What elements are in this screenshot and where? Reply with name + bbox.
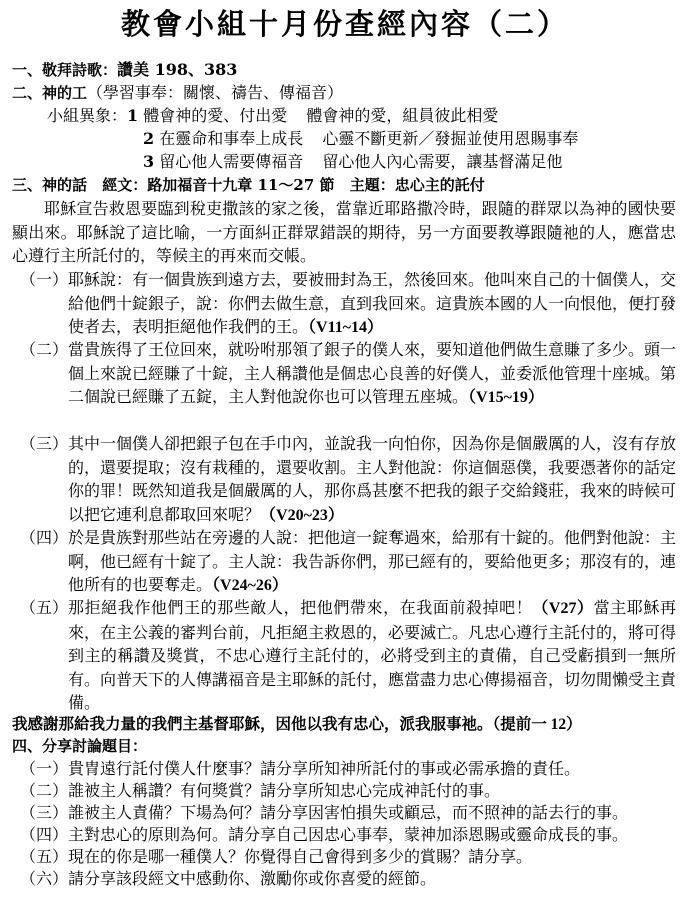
section-heading: 一、敬拜詩歌： bbox=[12, 61, 118, 79]
vision-number: 2 bbox=[143, 129, 155, 148]
question-number: （三） bbox=[20, 803, 69, 822]
question-text: 現在的你是哪一種僕人？你覺得自己會得到多少的賞賜？請分享。 bbox=[68, 847, 533, 866]
vision-right: 體會神的愛，組員彼此相愛 bbox=[306, 106, 499, 125]
verse-ref: （V20~23） bbox=[260, 506, 344, 524]
vision-left: 在靈命和事奉上成長 bbox=[159, 129, 304, 148]
study-theme: 主題：忠心主的託付 bbox=[349, 176, 485, 194]
item-text: 耶穌說：有一個貴族到遠方去，要被冊封為王，然後回來。他叫來自己的十個僕人，交給他們十錠銀子，說：你們去做生意，直到我回來。這貴族本國的人一向恨他，便打發使者去，表明拒絕他作我們的王。 bbox=[68, 270, 677, 336]
verse-ref: （V11~14） bbox=[308, 319, 384, 336]
verse-ref: （V24~26） bbox=[212, 577, 288, 594]
memory-verse-text: 我感謝那給我力量的我們主基督耶穌，因他以我有忠心，派我服事祂。 bbox=[12, 714, 493, 733]
scripture-reference: 經文：路加福音十九章 11～27 節 bbox=[102, 176, 335, 194]
item-text: 於是貴族對那些站在旁邊的人說：把他這一錠奪過來，給那有十錠的。他們對他說：主啊，他已經有十錠了。主人說：我告訴你們，那已經有的，要給他更多；那沒有的，連他所有的也要奪走。 bbox=[68, 528, 677, 594]
section-discussion: 四、分享討論題目： bbox=[12, 737, 148, 755]
item-number: （二） bbox=[20, 340, 69, 359]
question-number: （一） bbox=[20, 759, 69, 778]
vision-number: 1 bbox=[127, 106, 139, 125]
vision-row-3 bbox=[143, 150, 562, 173]
section-heading: 三、神的話 bbox=[12, 176, 88, 194]
memory-verse bbox=[12, 712, 582, 736]
section-gods-work bbox=[12, 81, 343, 105]
question-1 bbox=[20, 758, 580, 780]
passage-item-2 bbox=[20, 338, 676, 410]
question-text: 貴冑遠行託付僕人什麼事？請分享所知神所託付的事或必需承擔的責任。 bbox=[68, 759, 581, 778]
question-number: （二） bbox=[20, 781, 69, 800]
vision-right: 心靈不斷更新／發掘並使用恩賜事奉 bbox=[322, 129, 579, 148]
question-number: （六） bbox=[20, 869, 69, 888]
verse-ref: （V27） bbox=[532, 600, 594, 617]
section-worship-songs bbox=[12, 58, 237, 82]
vision-number: 3 bbox=[143, 152, 155, 171]
vision-right: 留心他人內心需要，讓基督滿足他 bbox=[322, 152, 563, 171]
section-note: （學習事奉：關懷、禱告、傳福音） bbox=[87, 83, 344, 102]
vision-row-1 bbox=[47, 104, 498, 127]
passage-item-4 bbox=[20, 526, 676, 598]
passage-item-5 bbox=[20, 596, 676, 715]
item-text: 那拒絕我作他們王的那些敵人，把他們帶來，在我面前殺掉吧！ bbox=[68, 598, 533, 617]
intro-paragraph: 耶穌宣告救恩要臨到稅吏撒該的家之後，當靠近耶路撒冷時，跟隨的群眾以為神的國快要顯出來。耶穌說了這比喻，一方面糾正群眾錯誤的期待，另一方面要教導跟隨祂的人，應當忠心遵行主所託付的，等候主的再來而交帳。 bbox=[12, 199, 676, 265]
question-6 bbox=[20, 868, 436, 890]
question-5 bbox=[20, 846, 532, 868]
verse-ref: （V15~19） bbox=[468, 389, 544, 406]
question-number: （五） bbox=[20, 847, 69, 866]
question-text: 請分享該段經文中感動你、激勵你或你喜愛的經節。 bbox=[68, 869, 437, 888]
section-gods-word bbox=[12, 174, 485, 197]
vision-label: 小組異象： bbox=[47, 106, 128, 125]
item-text: 其中一個僕人卻把銀子包在手巾內，並說我一向怕你，因為你是個嚴厲的人，沒有存放的，還要提取；沒有栽種的，還要收割。主人對他說：你這個惡僕，我要憑著你的話定你的罪！既然知道我是個嚴厲的人，那你爲甚麼不把我的銀子交給錢莊，我來的時候可以把它連利息都取回來呢？ bbox=[68, 434, 677, 524]
section-heading: 二、神的工 bbox=[12, 84, 88, 102]
page-title: 教會小組十月份查經內容（二） bbox=[120, 7, 569, 41]
vision-row-2 bbox=[143, 127, 578, 150]
song-numbers: 讚美 198、383 bbox=[117, 60, 238, 79]
question-2 bbox=[20, 780, 500, 802]
item-number: （一） bbox=[20, 270, 69, 289]
vision-left: 體會神的愛、付出愛 bbox=[143, 106, 288, 125]
question-3 bbox=[20, 802, 628, 824]
question-4 bbox=[20, 824, 628, 846]
vision-left: 留心他人需要傳福音 bbox=[159, 152, 304, 171]
item-number: （四） bbox=[20, 528, 69, 547]
question-number: （四） bbox=[20, 825, 69, 844]
question-text: 誰被主人責備？下場為何？請分享因害怕損失或顧忌，而不照神的話去行的事。 bbox=[68, 803, 629, 822]
memory-verse-ref: （提前一 12） bbox=[492, 716, 582, 733]
item-number: （五） bbox=[20, 598, 69, 617]
item-text-continued: 當主耶穌再來，在主公義的審判台前，凡拒絕主救恩的，必要滅亡。凡忠心遵行主託付的，將可得到主的稱讚及獎賞，不忠心遵行主託付的，必將受到主的責備，自己受虧損到一無所有。向普天下的人傳講福音是主耶穌的託付，應當盡力忠心傳揚福音，切勿閒懶受主責備。 bbox=[68, 598, 677, 712]
passage-item-1 bbox=[20, 268, 676, 340]
question-text: 誰被主人稱讚？有何獎賞？請分享所知忠心完成神託付的事。 bbox=[68, 781, 501, 800]
item-number: （三） bbox=[20, 434, 69, 453]
question-text: 主對忠心的原則為何。請分享自己因忠心事奉，蒙神加添恩賜或靈命成長的事。 bbox=[68, 825, 629, 844]
passage-item-3 bbox=[20, 432, 676, 527]
item-text: 當貴族得了王位回來，就吩咐那領了銀子的僕人來，要知道他們做生意賺了多少。頭一個上來說已經賺了十錠，主人稱讚他是個忠心良善的好僕人，並委派他管理十座城。第二個說已經賺了五錠，主人對他說你也可以管理五座城。 bbox=[68, 340, 677, 406]
